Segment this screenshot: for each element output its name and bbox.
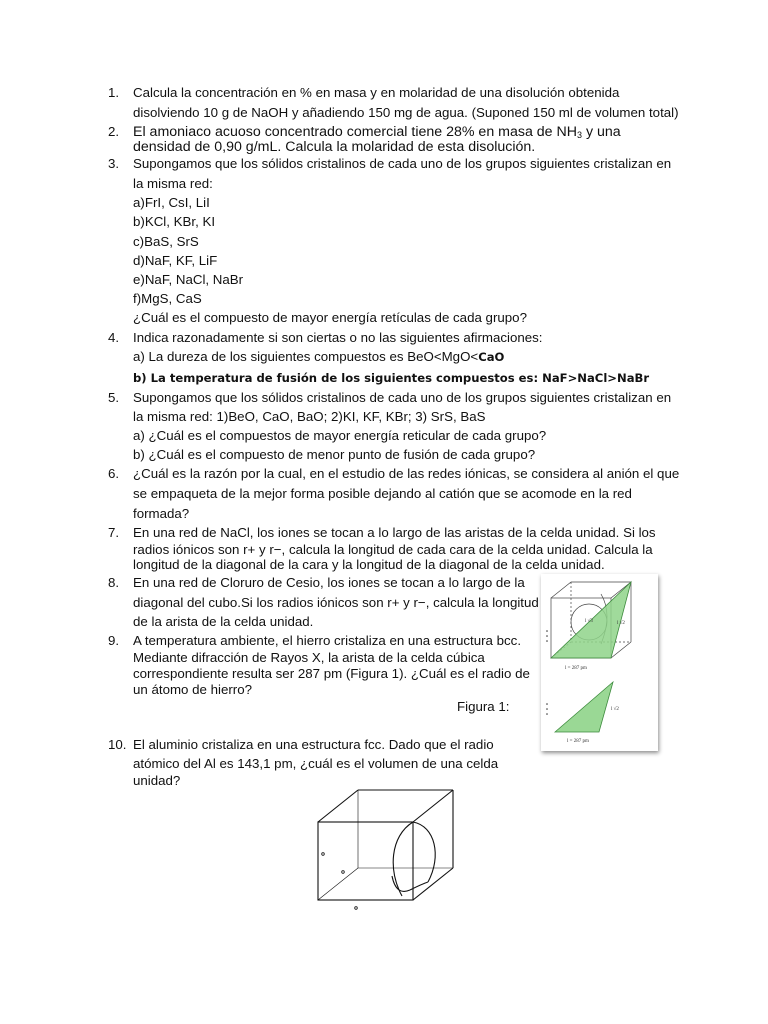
diagonal-label-top: l √2 — [617, 621, 625, 626]
q5-number: 5. — [108, 390, 120, 405]
q3-option-f: f)MgS, CaS — [133, 291, 202, 306]
q3-option-e: e)NaF, NaCl, NaBr — [133, 272, 244, 287]
q10-line1: El aluminio cristaliza en una estructura fcc. Dado que el radio — [133, 737, 494, 752]
q2-line2: densidad de 0,90 g/mL. Calcula la molaridad de esta disolución. — [133, 139, 536, 155]
q3-number: 3. — [108, 156, 120, 171]
q4-statement-a: a) La dureza de los siguientes compuestos es BeO<MgO<CaO — [133, 349, 505, 364]
body-diagonal-label-top: l √3 — [585, 619, 593, 624]
q3-line1: Supongamos que los sólidos cristalinos de cada uno de los grupos siguientes cristalizan en — [133, 156, 672, 171]
q8-number: 8. — [108, 575, 120, 590]
fcc-cell-diagram — [310, 786, 470, 912]
q5-question-b: b) ¿Cuál es el compuesto de menor punto de fusión de cada grupo? — [133, 447, 536, 462]
edge-length-label-bottom: l = 287 pm — [567, 739, 589, 744]
q5-line1: Supongamos que los sólidos cristalinos de cada uno de los grupos siguientes cristalizan en — [133, 390, 672, 405]
q7-line1: En una red de NaCl, los iones se tocan a lo largo de las aristas de la celda unidad. Si los — [133, 525, 656, 540]
q1-line2: disolviendo 10 g de NaOH y añadiendo 150 mg de agua. (Suponed 150 ml de volumen total) — [133, 105, 679, 120]
q3-option-d: d)NaF, KF, LiF — [133, 253, 218, 268]
q10-number: 10. — [108, 737, 127, 752]
q8-line3: de la arista de la celda unidad. — [133, 614, 314, 629]
q3-option-c: c)BaS, SrS — [133, 234, 199, 249]
q10-line2: atómico del Al es 143,1 pm, ¿cuál es el volumen de una celda — [133, 756, 499, 771]
q9-line1: A temperatura ambiente, el hierro cristaliza en una estructura bcc. — [133, 633, 522, 648]
q3-question: ¿Cuál es el compuesto de mayor energía retículas de cada grupo? — [133, 310, 527, 325]
q3-option-b: b)KCl, KBr, KI — [133, 214, 216, 229]
q10-line3: unidad? — [133, 773, 181, 788]
q2-line1: El amoniaco acuoso concentrado comercial tiene 28% en masa de $NH_3$ y una — [133, 124, 621, 140]
q3-line2: la misma red: — [133, 176, 213, 191]
edge-length-label-top: l = 287 pm — [565, 666, 587, 671]
diagonal-triangle-bottom — [555, 682, 613, 732]
figure-1 — [541, 574, 658, 751]
diagonal-label-bottom: l √2 — [611, 707, 619, 712]
q9-line2: Mediante difracción de Rayos X, la arista de la celda cúbica — [133, 650, 485, 665]
q6-number: 6. — [108, 466, 120, 481]
q1-line1: Calcula la concentración en % en masa y en molaridad de una disolución obtenida — [133, 85, 620, 100]
q9-number: 9. — [108, 633, 120, 648]
q6-line2: se empaqueta de la mejor forma posible dejando al catión que se acomode en la red — [133, 486, 632, 501]
q7-line2: radios iónicos son r+ y r−, calcula la longitud de cada cara de la celda unidad. Calcula la — [133, 542, 653, 557]
figure-caption: Figura 1: — [457, 699, 510, 714]
q5-line2: la misma red: 1)BeO, CaO, BaO; 2)KI, KF, KBr; 3) SrS, BaS — [133, 409, 486, 424]
q3-option-a: a)FrI, CsI, LiI — [133, 195, 210, 210]
q7-number: 7. — [108, 525, 120, 540]
q4-line1: Indica razonadamente si son ciertas o no las siguientes afirmaciones: — [133, 330, 543, 345]
q1-number: 1. — [108, 85, 120, 100]
q8-line1: En una red de Cloruro de Cesio, los iones se tocan a lo largo de la — [133, 575, 525, 590]
q7-line3: longitud de la diagonal de la cara y la longitud de la diagonal de la celda unidad. — [133, 557, 605, 572]
q6-line1: ¿Cuál es la razón por la cual, en el estudio de las redes iónicas, se considera al anión el que — [133, 466, 680, 481]
q9-line3: correspondiente resulta ser 287 pm (Figura 1). ¿Cuál es el radio de — [133, 666, 530, 681]
q9-line4: un átomo de hierro? — [133, 682, 253, 697]
q4-statement-b: b) La temperatura de fusión de los siguientes compuestos es: NaF>NaCl>NaBr — [133, 371, 650, 385]
q4-number: 4. — [108, 330, 120, 345]
bcc-cell-diagram — [541, 574, 658, 751]
q6-line3: formada? — [133, 506, 190, 521]
q8-line2: diagonal del cubo.Si los radios iónicos son r+ y r−, calcula la longitud — [133, 595, 539, 610]
q5-question-a: a) ¿Cuál es el compuestos de mayor energía reticular de cada grupo? — [133, 428, 547, 443]
q2-number: 2. — [108, 124, 120, 139]
